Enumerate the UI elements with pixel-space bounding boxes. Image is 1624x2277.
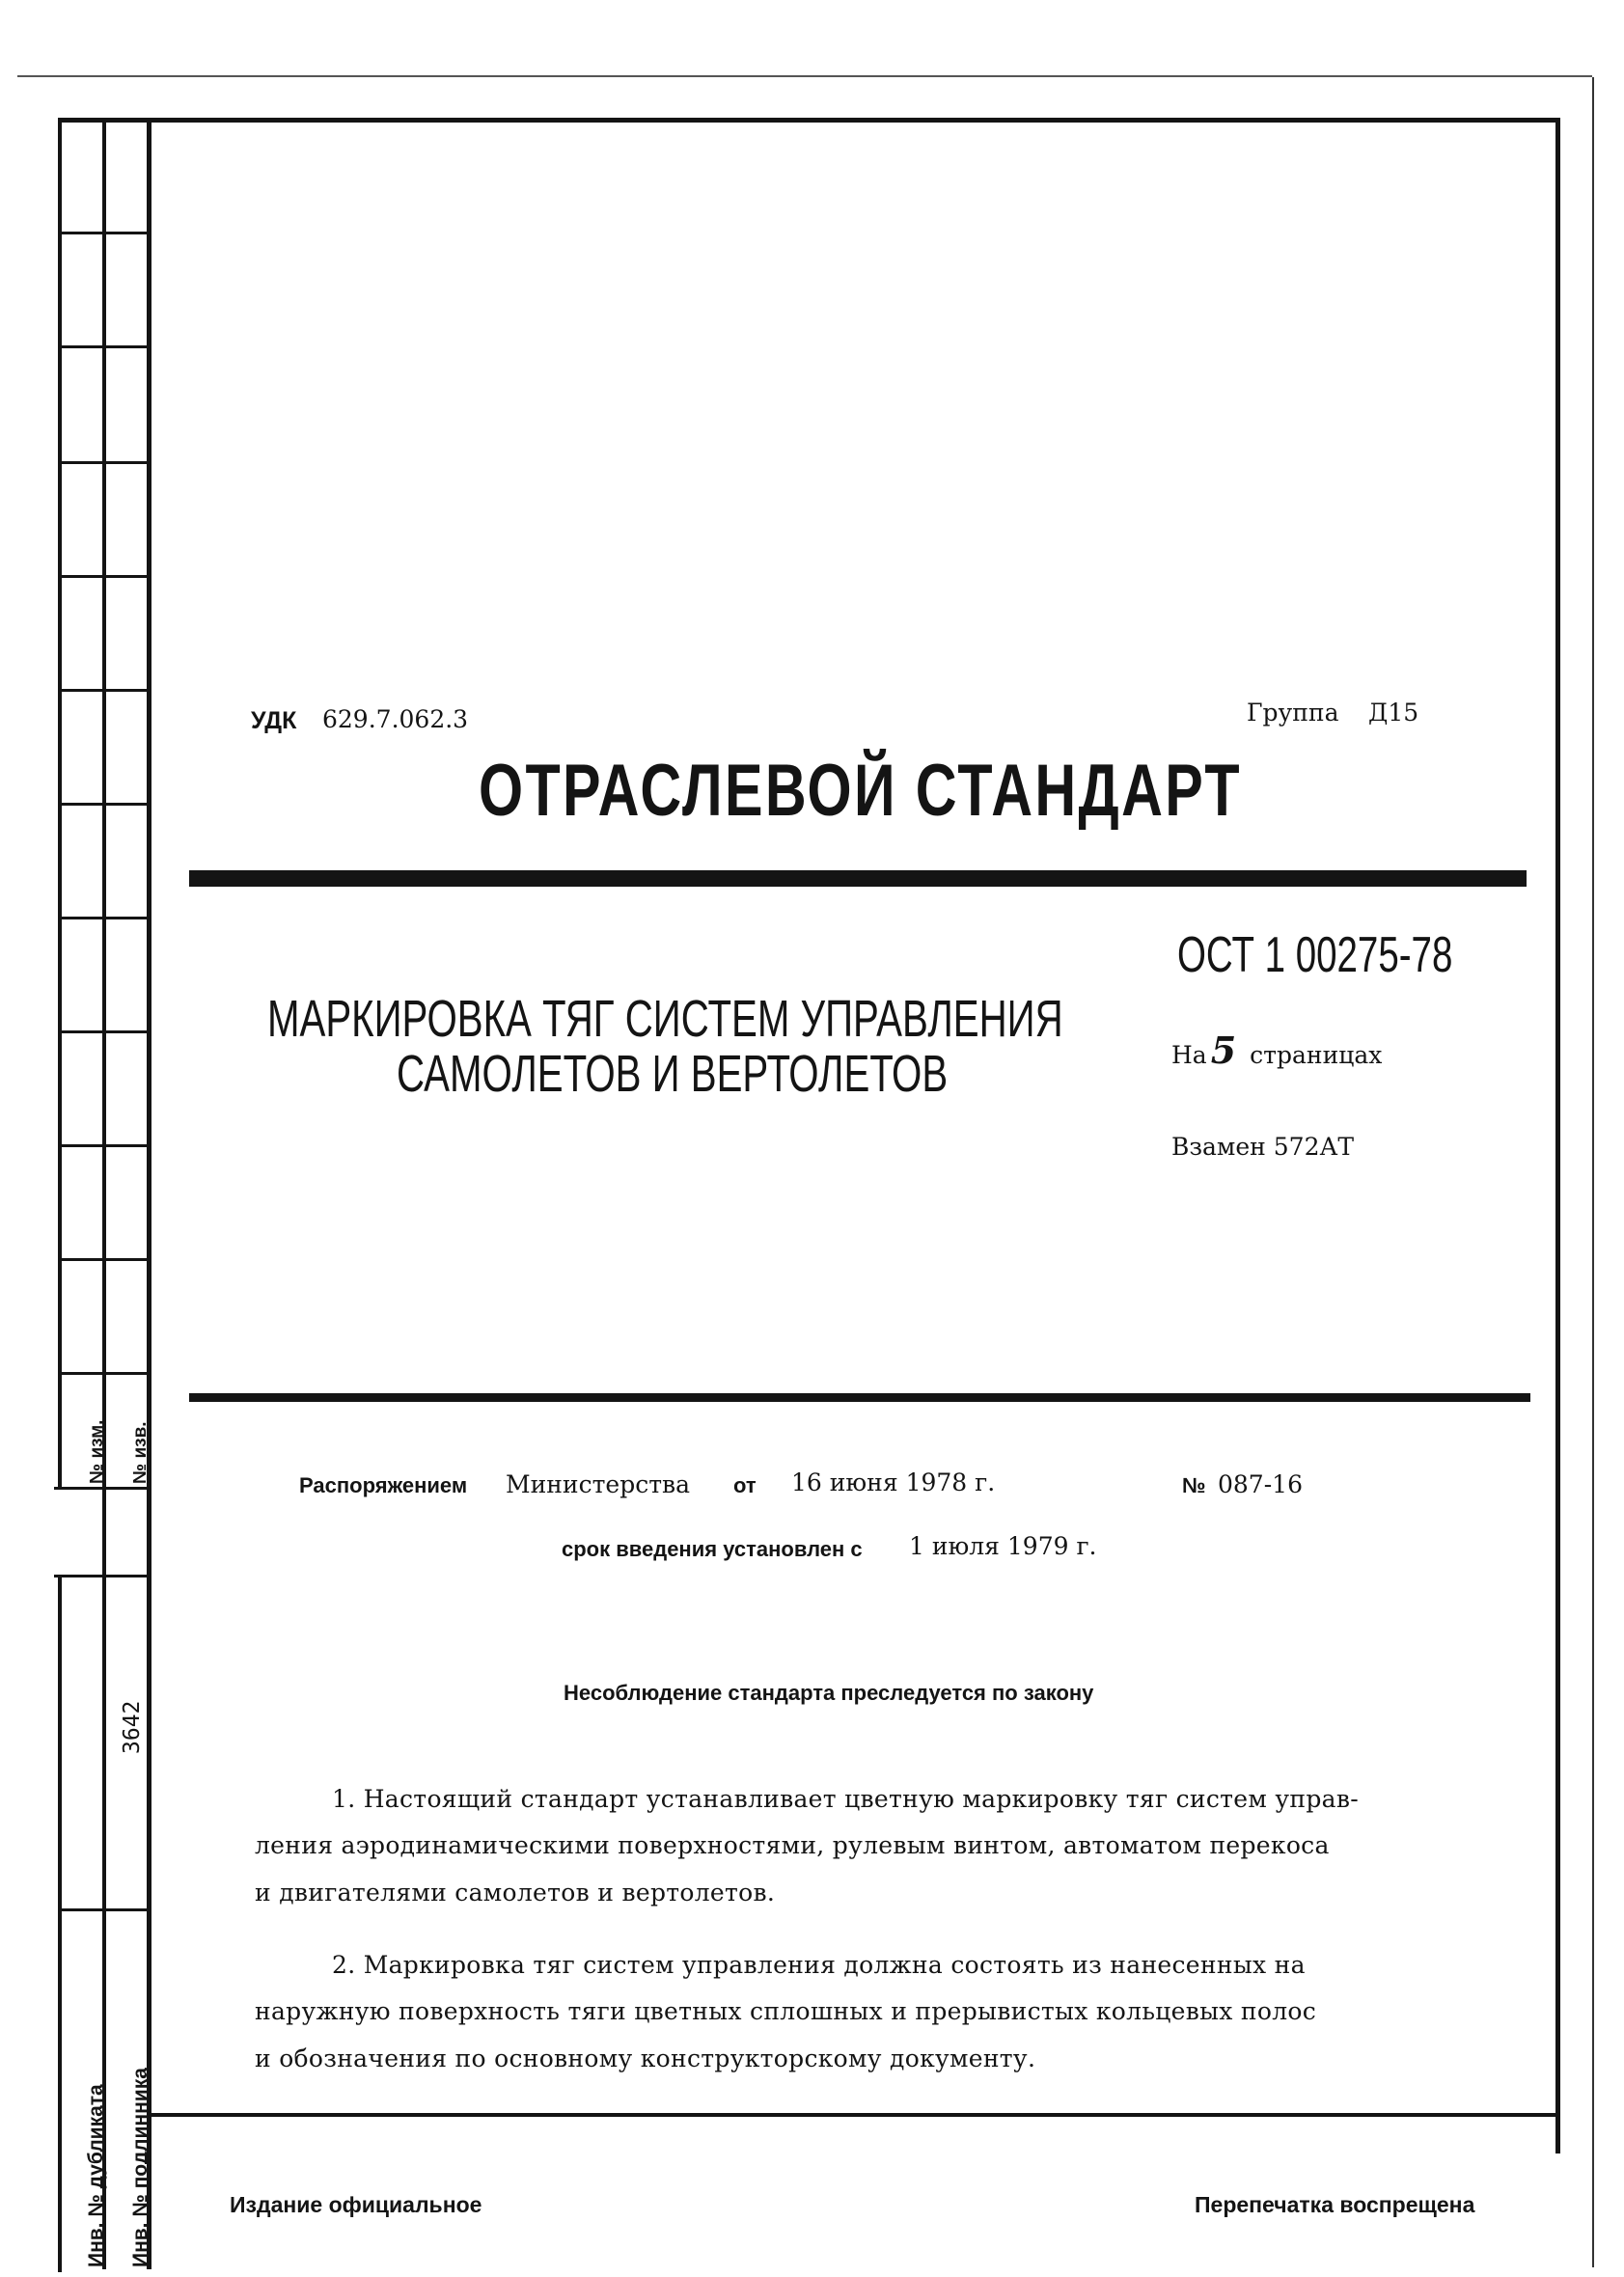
margin-row-line: [54, 1487, 149, 1490]
frame-left-lower: [58, 1577, 62, 2272]
udk-label: УДК: [251, 707, 297, 734]
title-line-1: МАРКИРОВКА ТЯГ СИСТЕМ УПРАВЛЕНИЯ: [267, 990, 1063, 1048]
margin-row-line: [58, 575, 149, 578]
decree-number-label: №: [1182, 1473, 1206, 1497]
frame-top: [58, 118, 1559, 123]
decree-issuer: Министерства: [506, 1470, 691, 1498]
decree-label: Распоряжением: [299, 1473, 468, 1497]
margin-row-line: [58, 689, 149, 692]
margin-row-line: [58, 345, 149, 348]
frame-right: [1555, 118, 1560, 2154]
margin-row-line: [58, 1144, 149, 1147]
title-line-2: САМОЛЕТОВ И ВЕРТОЛЕТОВ: [397, 1045, 949, 1103]
frame-inner: [147, 118, 151, 2269]
title-bottom-rule: [189, 1393, 1530, 1402]
pages-suffix: страницах: [1250, 1041, 1383, 1069]
paragraph-1-line-3: и двигателями самолетов и вертолетов.: [255, 1879, 776, 1907]
original-inventory-label: Инв. № подлинника: [129, 2068, 151, 2267]
replaces-info: Взамен 572АТ: [1171, 1133, 1355, 1161]
paragraph-2-line-2: наружную поверхность тяги цветных сплошных и прерывистых кольцевых полос: [255, 1997, 1317, 2025]
group-label: Группа: [1247, 699, 1339, 727]
paragraph-2-line-1: 2. Маркировка тяг систем управления должна состоять из нанесенных на: [332, 1951, 1306, 1979]
margin-row-line: [58, 917, 149, 919]
decree-number: 087-16: [1218, 1470, 1303, 1498]
standard-code: ОСТ 1 00275-78: [1177, 927, 1453, 983]
paragraph-2-line-3: и обозначения по основному конструкторскому документу.: [255, 2044, 1036, 2072]
margin-row-line: [54, 1575, 149, 1577]
footer-rule: [147, 2113, 1557, 2117]
notice-number-label: № изв.: [130, 1421, 151, 1484]
official-edition: Издание официальное: [230, 2192, 482, 2217]
margin-row-line: [58, 461, 149, 464]
effective-date: 1 июля 1979 г.: [909, 1532, 1097, 1560]
pages-count: 5: [1210, 1029, 1237, 1072]
udk-value: 629.7.062.3: [322, 705, 469, 733]
margin-row-line: [58, 803, 149, 806]
pages-prefix: На: [1171, 1041, 1207, 1069]
heading-rule: [189, 870, 1527, 887]
paragraph-1-line-1: 1. Настоящий стандарт устанавливает цветную маркировку тяг систем управ-: [332, 1785, 1359, 1813]
effective-label: срок введения установлен с: [562, 1537, 863, 1561]
decree-from-label: от: [733, 1473, 757, 1497]
pages-info: [1171, 1029, 1382, 1072]
standard-type-heading: ОТРАСЛЕВОЙ СТАНДАРТ: [479, 750, 1242, 832]
margin-row-line: [58, 232, 149, 234]
margin-row-line: [58, 1908, 149, 1911]
inventory-number-value: 3642: [120, 1700, 145, 1754]
top-rule: [17, 75, 1592, 77]
paragraph-1-line-2: ления аэродинамическими поверхностями, рулевым винтом, автоматом перекоса: [255, 1831, 1330, 1859]
margin-row-line: [58, 1258, 149, 1261]
legal-notice: Несоблюдение стандарта преследуется по закону: [564, 1681, 1094, 1705]
change-number-label: № изм.: [87, 1419, 107, 1484]
group-value: Д15: [1368, 699, 1419, 727]
margin-row-line: [58, 1030, 149, 1033]
margin-row-line: [58, 118, 149, 121]
decree-date: 16 июня 1978 г.: [791, 1468, 996, 1496]
reprint-prohibited: Перепечатка воспрещена: [1195, 2192, 1475, 2217]
margin-row-line: [58, 1372, 149, 1375]
outer-right: [1592, 77, 1594, 2267]
frame-mid: [102, 118, 106, 2269]
duplicate-inventory-label: Инв. № дубликата: [85, 2084, 107, 2267]
